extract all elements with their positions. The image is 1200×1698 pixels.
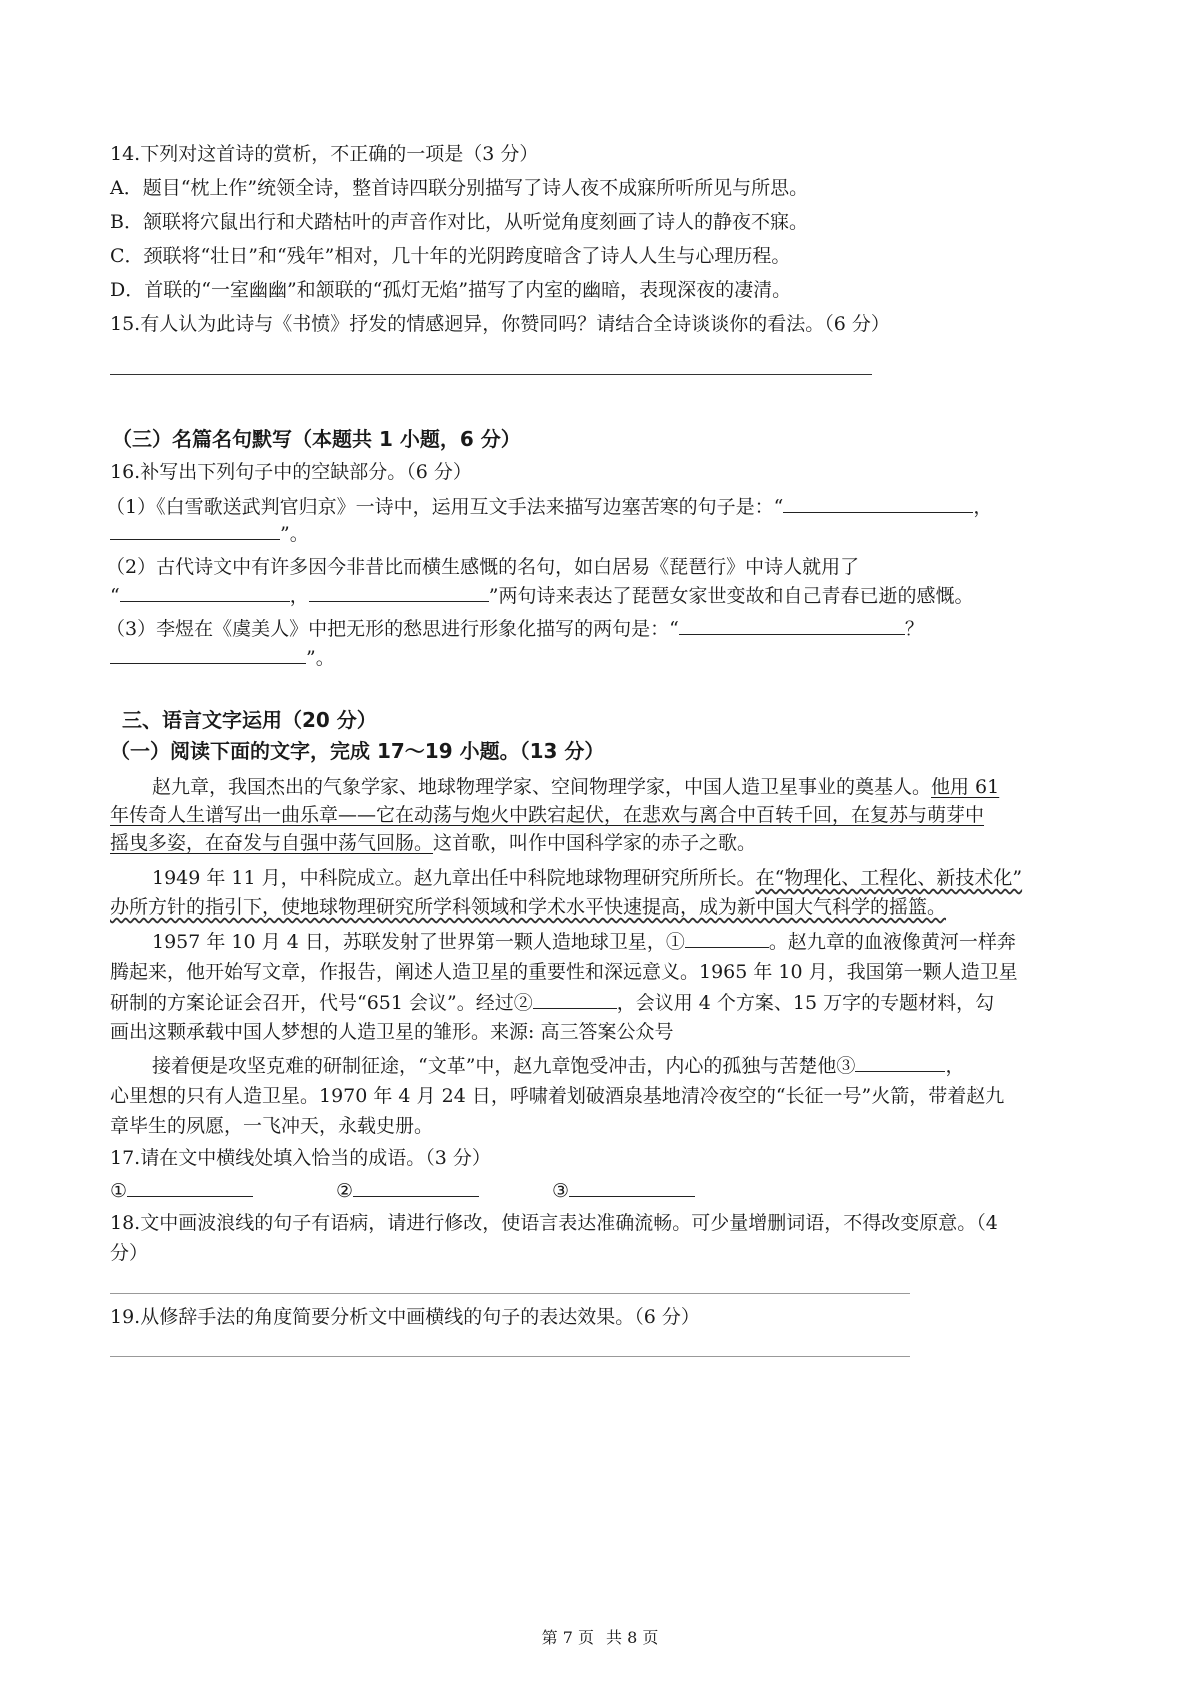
q14-option-b: B．颔联将穴鼠出行和犬踏枯叶的声音作对比，从听觉角度刻画了诗人的静夜不寐。 — [110, 211, 808, 233]
q19-answer-line[interactable] — [110, 1356, 910, 1357]
q16-part2-blank2[interactable] — [309, 583, 489, 602]
para4-line1 — [152, 1052, 964, 1080]
para2-line2 — [110, 893, 946, 921]
para1-underlined-start: 他用 61 — [931, 776, 1000, 798]
q14-stem: 14.下列对这首诗的赏析，不正确的一项是（3 分） — [110, 143, 539, 165]
para1-line2 — [110, 801, 984, 829]
q16-stem: 16.补写出下列句子中的空缺部分。（6 分） — [110, 461, 472, 483]
para1-text: 赵九章，我国杰出的气象学家、地球物理学家、空间物理学家，中国人造卫星事业的奠基人。 — [152, 776, 932, 798]
q16-part3-question-mark: ？ — [904, 618, 924, 640]
para1-underlined-end: 摇曳多姿，在奋发与自强中荡气回肠。 — [110, 832, 434, 854]
sub-heading-reading: （一）阅读下面的文字，完成 17～19 小题。（13 分） — [110, 739, 605, 763]
q16-part1-blank2[interactable] — [110, 521, 280, 540]
para1-line3 — [110, 829, 756, 857]
para3-text-c: 研制的方案论证会召开，代号“651 会议”。经过② — [110, 992, 533, 1014]
page-total: 共 8 页 — [606, 1628, 659, 1647]
para2-line1 — [152, 864, 1022, 892]
blank-1[interactable] — [685, 929, 769, 948]
blank-3[interactable] — [855, 1053, 945, 1072]
q18-stem-line2: 分） — [110, 1242, 149, 1264]
q17-blank-1[interactable] — [127, 1178, 253, 1197]
para4-line2: 心里想的只有人造卫星。1970 年 4 月 24 日，呼啸着划破酒泉基地清冷夜空的“长征一号”火箭，带着赵九 — [110, 1085, 1005, 1107]
para4-text-a: 接着便是攻坚克难的研制征途，“文革”中，赵九章饱受冲击，内心的孤独与苦楚他③ — [152, 1055, 856, 1077]
q17-answer-2 — [336, 1177, 479, 1205]
page-number: 第 7 页 — [541, 1628, 594, 1647]
para3-line1 — [152, 928, 1016, 956]
q17-blank-3[interactable] — [569, 1178, 695, 1197]
q16-part3-blank1[interactable] — [679, 616, 905, 635]
para3-text-b: 。赵九章的血液像黄河一样奔 — [768, 931, 1016, 953]
q16-part1-blank1[interactable] — [783, 494, 973, 513]
page-footer — [0, 1627, 1200, 1649]
para3-text-a: 1957 年 10 月 4 日，苏联发射了世界第一颗人造地球卫星，① — [152, 931, 685, 953]
para1-tail: 这首歌，叫作中国科学家的赤子之歌。 — [433, 832, 757, 854]
q16-part2-blank1[interactable] — [120, 583, 290, 602]
q16-part2-line2 — [110, 582, 973, 610]
q16-part2-open-quote: “ — [110, 585, 120, 607]
q19-stem: 19.从修辞手法的角度简要分析文中画横线的句子的表达效果。（6 分） — [110, 1306, 700, 1328]
q16-part3-line2 — [110, 644, 335, 672]
q14-option-d: D．首联的“一室幽幽”和颔联的“孤灯无焰”描写了内室的幽暗，表现深夜的凄清。 — [110, 279, 792, 301]
q16-part2-line1: （2）古代诗文中有许多因今非昔比而横生感慨的名句，如白居易《琵琶行》中诗人就用了 — [106, 556, 860, 578]
q16-part1-line2 — [110, 520, 309, 548]
q18-answer-line[interactable] — [110, 1293, 910, 1294]
para4-line3: 章毕生的夙愿，一飞冲天，永载史册。 — [110, 1115, 434, 1137]
blank-2[interactable] — [533, 990, 617, 1009]
q17-answer-3 — [552, 1177, 695, 1205]
para1-underlined-middle: 年传奇人生谱写出一曲乐章——它在动荡与炮火中跌宕起伏，在悲欢与离合中百转千回，在复苏与萌芽中 — [110, 804, 985, 826]
q17-marker-2: ② — [336, 1180, 354, 1202]
para2-wavy-end: 办所方针的指引下，使地球物理研究所学科领域和学术水平快速提高，成为新中国大气科学的摇篮。 — [110, 896, 947, 918]
q16-part3-text: （3）李煜在《虞美人》中把无形的愁思进行形象化描写的两句是：“ — [106, 618, 679, 640]
q16-part1-text: （1）《白雪歌送武判官归京》一诗中，运用互文手法来描写边塞苦寒的句子是：“ — [106, 496, 784, 518]
q16-part3-end: ”。 — [306, 647, 335, 669]
q18-stem-line1: 18.文中画波浪线的句子有语病，请进行修改，使语言表达准确流畅。可少量增删词语，不得改变原意。（4 — [110, 1212, 998, 1234]
q17-answer-1 — [110, 1177, 253, 1205]
q14-option-c: C．颈联将“壮日”和“残年”相对，几十年的光阴跨度暗含了诗人人生与心理历程。 — [110, 245, 791, 267]
q16-part1-line1 — [106, 493, 992, 521]
q15-stem: 15.有人认为此诗与《书愤》抒发的情感迥异，你赞同吗？请结合全诗谈谈你的看法。（6 分） — [110, 313, 890, 335]
para2-text: 1949 年 11 月，中科院成立。赵九章出任中科院地球物理研究所所长。 — [152, 867, 756, 889]
q17-marker-3: ③ — [552, 1180, 570, 1202]
q17-blank-2[interactable] — [353, 1178, 479, 1197]
para3-line2: 腾起来，他开始写文章，作报告，阐述人造卫星的重要性和深远意义。1965 年 10 月，我国第一颗人造卫星 — [110, 961, 1018, 983]
para4-text-b: ， — [945, 1055, 965, 1077]
q16-part1-comma: ， — [973, 496, 993, 518]
para3-text-d: ，会议用 4 个方案、15 万字的专题材料，勾 — [616, 992, 995, 1014]
para3-line3 — [110, 989, 994, 1017]
q15-answer-line[interactable] — [110, 374, 872, 375]
q14-option-a: A．题目“枕上作”统领全诗，整首诗四联分别描写了诗人夜不成寐所听所见与所思。 — [110, 177, 809, 199]
q16-part2-comma: ， — [289, 585, 309, 607]
q17-stem: 17.请在文中横线处填入恰当的成语。（3 分） — [110, 1147, 491, 1169]
q16-part2-end: ”两句诗来表达了琵琶女家世变故和自己青春已逝的感慨。 — [488, 585, 974, 607]
section-heading-dictation: （三）名篇名句默写（本题共 1 小题，6 分） — [112, 427, 521, 451]
q16-part3-line1 — [106, 615, 924, 643]
q16-part1-end: ”。 — [280, 523, 309, 545]
q16-part3-blank2[interactable] — [110, 645, 306, 664]
q17-marker-1: ① — [110, 1180, 128, 1202]
para1-line1 — [152, 773, 999, 801]
para2-wavy-start: 在“物理化、工程化、新技术化” — [755, 867, 1023, 889]
para3-line4: 画出这颗承载中国人梦想的人造卫星的雏形。来源: 高三答案公众号 — [110, 1021, 674, 1043]
part-heading-language: 三、语言文字运用（20 分） — [122, 708, 377, 732]
